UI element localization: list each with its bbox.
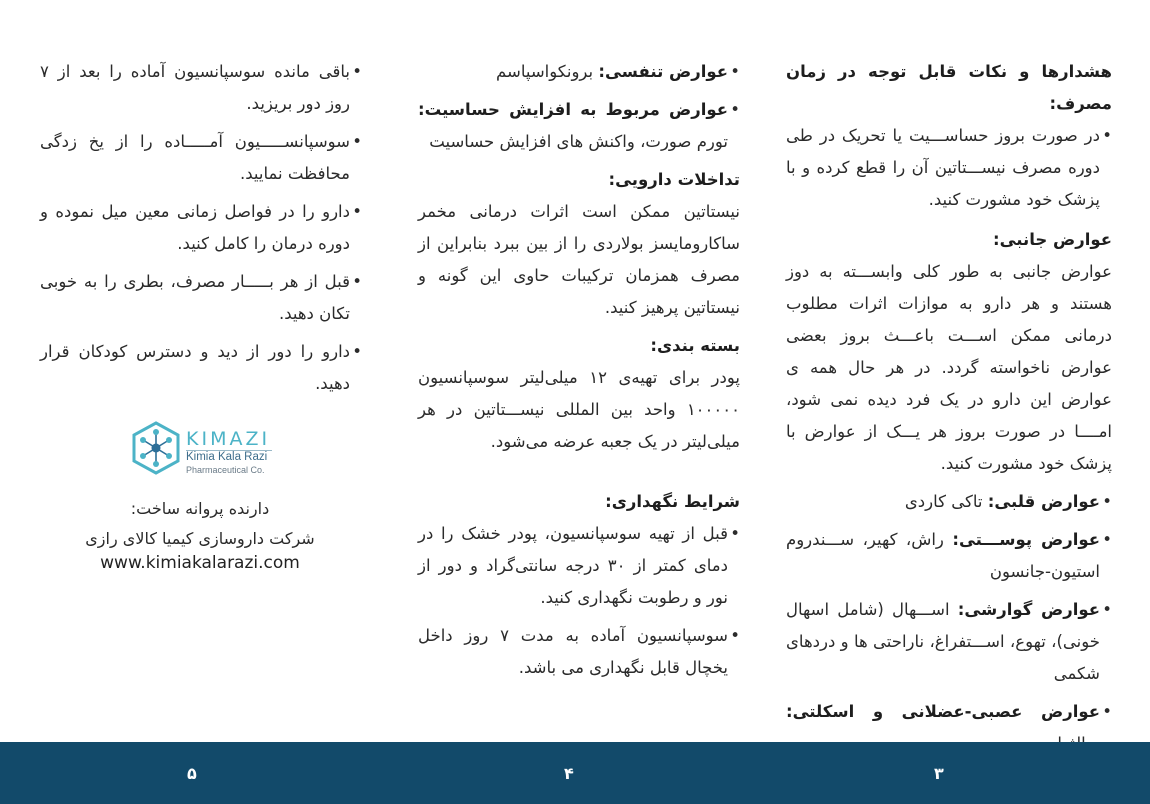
side-effect-label: عوارض تنفسی:	[598, 62, 728, 81]
side-effect-item	[786, 524, 1112, 588]
side-effects-heading: عوارض جانبی:	[992, 230, 1112, 249]
side-effect-text: راش، کهیر، ســـندروم استیون-جانسون	[786, 530, 1100, 581]
license-label: دارنده پروانه ساخت:	[130, 499, 270, 518]
side-effect-label: عوارض گوارشی:	[957, 600, 1100, 619]
molecule-hexagon-icon	[130, 420, 182, 476]
company-name: شرکت داروسازی کیمیا کالای رازی	[85, 529, 315, 548]
side-effect-label: عوارض قلبی:	[987, 492, 1100, 511]
interactions-heading: تداخلات دارویی:	[608, 170, 740, 189]
page-number-3: ۳	[934, 764, 944, 783]
storage-item: • باقی مانده سوسپانسیون آماده را بعد از ۷ روز دور بریزید.	[40, 56, 362, 120]
storage-item: • قبل از تهیه سوسپانسیون، پودر خشک را در دمای کمتر از ۳۰ درجه سانتی‌گراد و دور از نور و رطوبت نگهداری کنید.	[418, 518, 740, 614]
side-effect-item	[786, 594, 1112, 690]
spacer	[418, 464, 740, 486]
storage-item: • سوسپانسیون آماده به مدت ۷ روز داخل یخچال قابل نگهداری می باشد.	[418, 620, 740, 684]
side-effect-text: تورم صورت، واکنش های افزایش حساسیت	[429, 132, 728, 151]
packaging-heading: بسته بندی:	[650, 336, 740, 355]
logo-company-subtitle: Pharmaceutical Co.	[186, 465, 265, 475]
usage-item: • دارو را دور از دید و دسترس کودکان قرار دهید.	[40, 336, 362, 400]
side-effects-text: عوارض جانبی به طور کلی وابســـته به دوز هستند و هر دارو به موازات اثرات مطلوب درمانی ممکن اســـت باعـــث بروز بعضی عوارض ناخواسته گردد. در هر حال همه ی عوارض این دارو در یک فرد دیده نمی شود، امــــا در صورت بروز هر یـــک از عوارض با پزشک خود مشورت کنید.	[786, 262, 1112, 473]
side-effect-text: اســـهال (شامل اسهال خونی)، تهوع، اســـتفراغ، ناراحتی ها و دردهای شکمی	[786, 600, 1100, 683]
footer-bar	[0, 742, 1150, 804]
page-5-column	[40, 56, 362, 406]
warnings-heading: هشدارها و نکات قابل توجه در زمان مصرف:	[786, 62, 1112, 113]
company-logo	[130, 420, 280, 480]
side-effect-text: تاکی کاردی	[904, 492, 983, 511]
warnings-text: • در صورت بروز حساســـیت یا تحریک در طی دوره مصرف نیســـتاتین آن را قطع کرده و با پزشک خود مشورت کنید.	[786, 120, 1112, 216]
logo-company-name: Kimia Kala Razi	[186, 451, 268, 463]
side-effect-label: عوارض عصبی-عضلانی و اسکلتی:	[786, 702, 1100, 721]
page-number-4: ۴	[564, 764, 574, 783]
usage-item: • قبل از هر بـــــار مصرف، بطری را به خوبی تکان دهید.	[40, 266, 362, 330]
logo-brand-name: KIMAZI	[186, 428, 271, 450]
page-4-column	[418, 56, 740, 690]
storage-item: • سوسپانســـــیون آمـــــاده را از یخ زدگی محافظت نمایید.	[40, 126, 362, 190]
packaging-text: پودر برای تهیه‌ی ۱۲ میلی‌لیتر سوسپانسیون ۱۰۰۰۰۰ واحد بین المللی نیســـتاتین در هر میلی‌لیتر در یک جعبه عرضه می‌شود.	[418, 368, 740, 451]
side-effect-label: عوارض پوســـتی:	[952, 530, 1100, 549]
page-number-5: ۵	[187, 764, 197, 783]
storage-heading: شرایط نگهداری:	[605, 492, 740, 511]
usage-item: • دارو را در فواصل زمانی معین میل نموده و دوره درمان را کامل کنید.	[40, 196, 362, 260]
page-3-column	[786, 56, 1112, 766]
side-effect-text: برونکواسپاسم	[496, 62, 594, 81]
interactions-text: نیستاتین ممکن است اثرات درمانی مخمر ساکارومایسز بولاردی را از بین ببرد بنابراین از مصرف همزمان ترکیبات حاوی این گونه و نیستاتین پرهیز کنید.	[418, 202, 740, 317]
license-holder	[70, 494, 330, 554]
side-effect-label: عوارض مربوط به افزایش حساسیت:	[418, 100, 728, 119]
side-effect-item	[418, 56, 740, 88]
side-effect-item	[418, 94, 740, 158]
side-effect-item	[786, 486, 1112, 518]
website-link[interactable]: www.kimiakalarazi.com	[100, 553, 300, 573]
